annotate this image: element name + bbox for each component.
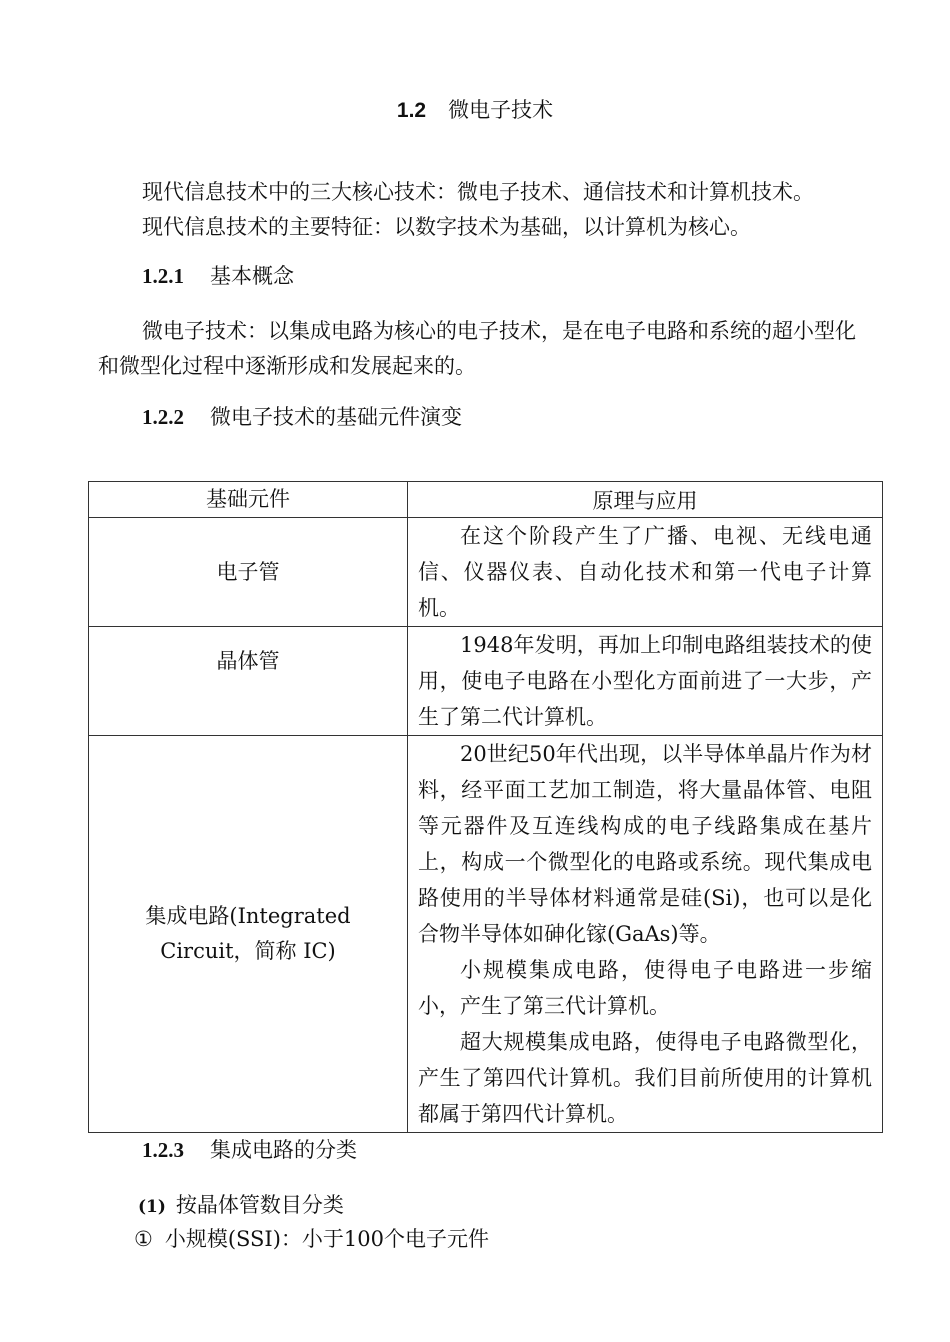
section-heading-1-2-3	[142, 1134, 357, 1164]
description-paragraph: 超大规模集成电路，使得电子电路微型化，产生了第四代计算机。我们目前所使用的计算机都属于第四代计算机。	[418, 1030, 872, 1126]
table-header-cell: 基础元件	[89, 482, 408, 518]
description-cell	[408, 518, 883, 627]
page-title	[0, 94, 950, 124]
intro-line-1: 现代信息技术中的三大核心技术：微电子技术、通信技术和计算机技术。	[142, 180, 814, 204]
component-evolution-table	[88, 481, 883, 1133]
section-number: 1.2.3	[142, 1138, 184, 1162]
title-text: 微电子技术	[448, 99, 554, 122]
table-header-row	[89, 482, 883, 518]
title-number: 1.2	[396, 99, 427, 122]
description-paragraph: 1948年发明，再加上印制电路组装技术的使用，使电子电路在小型化方面前进了一大步，产生了第二代计算机。	[418, 633, 872, 729]
component-cell: 晶体管	[89, 627, 408, 736]
section-title: 集成电路的分类	[210, 1138, 357, 1162]
table-row	[89, 736, 883, 1133]
section-title: 基本概念	[210, 264, 294, 288]
table-row	[89, 627, 883, 736]
description-paragraph: 小规模集成电路，使得电子电路进一步缩小，产生了第三代计算机。	[418, 958, 872, 1018]
description-cell	[408, 736, 883, 1133]
table-header-cell: 原理与应用	[408, 482, 883, 518]
list-item	[134, 1223, 489, 1253]
list-item-marker: ①	[134, 1227, 153, 1251]
list-item-text: 小规模(SSI)：小于100个电子元件	[164, 1227, 489, 1251]
subsection-number: (1)	[138, 1197, 166, 1217]
component-name: 集成电路(Integrated Circuit，简称 IC)	[145, 904, 351, 963]
table-row	[89, 518, 883, 627]
section-heading-1-2-1	[142, 260, 294, 290]
definition-paragraph: 微电子技术：以集成电路为核心的电子技术，是在电子电路和系统的超小型化和微型化过程中逐渐形成和发展起来的。	[98, 319, 856, 378]
subsection-heading	[138, 1189, 344, 1219]
section-number: 1.2.2	[142, 405, 184, 429]
intro-line-2: 现代信息技术的主要特征：以数字技术为基础，以计算机为核心。	[142, 215, 751, 239]
section-heading-1-2-2	[142, 401, 462, 431]
component-cell: 电子管	[89, 518, 408, 627]
subsection-title: 按晶体管数目分类	[175, 1193, 344, 1217]
description-paragraph: 20世纪50年代出现，以半导体单晶片作为材料，经平面工艺加工制造，将大量晶体管、电阻等元器件及互连线构成的电子线路集成在基片上，构成一个微型化的电路或系统。现代集成电路使用的半导体材料通常是硅(Si)，也可以是化合物半导体如砷化镓(GaAs)等。	[418, 742, 872, 946]
section-title: 微电子技术的基础元件演变	[210, 405, 462, 429]
component-cell	[89, 736, 408, 1133]
section-number: 1.2.1	[142, 264, 184, 288]
description-paragraph: 在这个阶段产生了广播、电视、无线电通信、仪器仪表、自动化技术和第一代电子计算机。	[418, 524, 872, 620]
description-cell	[408, 627, 883, 736]
